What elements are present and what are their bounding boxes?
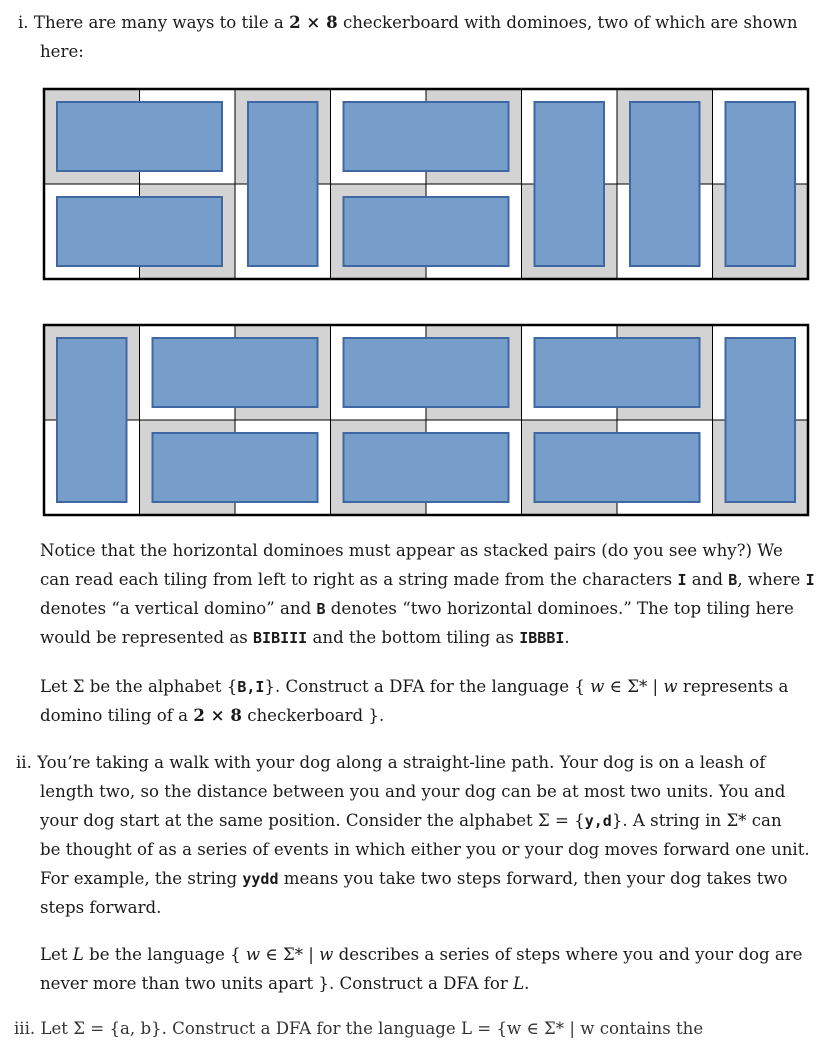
part-ii-line-6: steps forward.	[40, 898, 162, 917]
vertical-domino	[726, 338, 796, 502]
part-ii-marker: ii.	[16, 753, 32, 772]
part-i-intro-cont: here:	[40, 42, 84, 61]
horizontal-domino	[344, 433, 509, 502]
notice-line-2: can read each tiling from left to right as a string made from the characters I and B, where I	[40, 570, 815, 589]
vertical-domino	[57, 338, 127, 502]
vertical-domino	[630, 102, 700, 266]
vertical-domino	[535, 102, 605, 266]
part-ii-line-4: be thought of as a series of events in which either you or your dog moves forward one unit.	[40, 840, 810, 859]
part-ii-task-line-2: never more than two units apart }. Construct a DFA for L.	[40, 974, 530, 993]
horizontal-domino	[153, 433, 318, 502]
horizontal-domino	[153, 338, 318, 407]
tiling-bottom	[44, 325, 808, 515]
part-i-intro: i. There are many ways to tile a 2 × 8 checkerboard with dominoes, two of which are shown	[18, 12, 798, 32]
notice-line-4: would be represented as BIBIII and the bottom tiling as IBBBI.	[40, 628, 570, 647]
notice-line-1: Notice that the horizontal dominoes must appear as stacked pairs (do you see why?) We	[40, 541, 783, 560]
horizontal-domino	[344, 102, 509, 171]
horizontal-domino	[57, 197, 222, 266]
part-ii-line-5: For example, the string yydd means you take two steps forward, then your dog takes two	[40, 869, 788, 888]
part-ii-task-line-1: Let L be the language { w ∈ Σ* | w describes a series of steps where you and your dog are	[40, 945, 803, 964]
vertical-domino	[726, 102, 796, 266]
horizontal-domino	[57, 102, 222, 171]
part-i-task-line-1: Let Σ be the alphabet {B,I}. Construct a DFA for the language { w ∈ Σ* | w represents a	[40, 677, 789, 696]
part-i-task-line-2: domino tiling of a 2 × 8 checkerboard }.	[40, 705, 385, 725]
horizontal-domino	[535, 338, 700, 407]
horizontal-domino	[535, 433, 700, 502]
tiling-top	[44, 89, 808, 279]
horizontal-domino	[344, 338, 509, 407]
notice-line-3: denotes “a vertical domino” and B denotes “two horizontal dominoes.” The top tiling here	[40, 599, 794, 618]
horizontal-domino	[344, 197, 509, 266]
vertical-domino	[248, 102, 318, 266]
part-ii-line-2: length two, so the distance between you and your dog can be at most two units. You and	[40, 782, 786, 801]
part-iii-fragment: iii. Let Σ = {a, b}. Construct a DFA for the language L = {w ∈ Σ* | w contains the	[14, 1019, 704, 1038]
part-i-marker: i.	[18, 13, 29, 32]
part-ii-line-1: ii. You’re taking a walk with your dog along a straight-line path. Your dog is on a leash of	[16, 753, 766, 772]
part-ii-line-3: your dog start at the same position. Consider the alphabet Σ = {y,d}. A string in Σ* can	[40, 811, 782, 830]
